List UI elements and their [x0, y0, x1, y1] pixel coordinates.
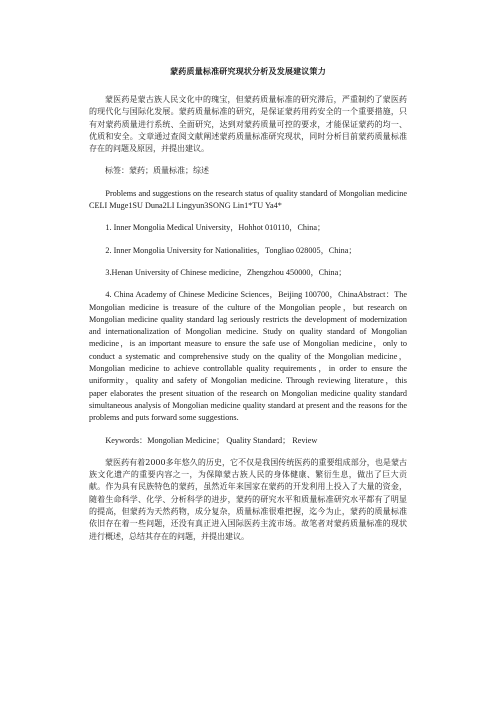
spacer — [89, 235, 407, 245]
keywords-en: Keywords：Mongolian Medicine； Quality Standard； Review — [105, 435, 318, 445]
document-title: 蒙药质量标准研究现状分析及发展建议策力 — [170, 66, 326, 76]
document-page — [89, 66, 407, 543]
affiliation-1: 1. Inner Mongolia Medical University，Hohhot 010110，China； — [105, 223, 326, 233]
spacer — [89, 257, 407, 267]
english-title-authors: Problems and suggestions on the research status of quality standard of Mongolian medicine CELI Muge1SU Duna2LI Lingyun3SONG Lin1*TU Ya4* — [89, 188, 407, 211]
spacer — [89, 279, 407, 289]
abstract-zh: 蒙医药是蒙古族人民文化中的瑰宝，但蒙药质量标准的研究滞后，严重制约了蒙医药的现代化与国际化发展。蒙药质量标准的研究，是保证蒙药用药安全的一个重要措施，只有对蒙药质量进行系统、全面研究，达到对蒙药质量可控的要求，才能保证蒙药的均一、优质和安全。文章通过查阅文献阐述蒙药质量标准研究现状，同时分析目前蒙药质量标准存在的问题及原因，并提出建议。 — [89, 95, 407, 154]
abstract-en: 4. China Academy of Chinese Medicine Sciences，Beijing 100700，ChinaAbstract：The Mongolian medicine is treasure of the culture of the Mongolian people，but research on Mongolian medicine quality standard lag seriously restricts the development of modernization and internationalization of Mongolian medicine. Study on quality standard of Mongolian medicine，is an important measure to ensure the safe use of Mongolian medicine，only to conduct a systematic and comprehensive study on the quality of the Mongolian medicine，Mongolian medicine to achieve controllable quality requirements，in order to ensure the uniformity，quality and safety of Mongolian medicine. Through reviewing literature，this paper elaborates the present situation of the research on Mongolian medicine quality standard simultaneous analysis of Mongolian medicine quality standard at present and the reasons for the problems and puts forward some suggestions. — [89, 290, 407, 423]
spacer — [89, 155, 407, 165]
affiliation-2: 2. Inner Mongolia University for Nationalities，Tongliao 028005，China； — [105, 245, 357, 255]
introduction-zh: 蒙医药有着2000多年悠久的历史，它不仅是我国传统医药的重要组成部分，也是蒙古族文化遗产的重要内容之一，为保障蒙古族人民的身体健康、繁衍生息，做出了巨大贡献。作为具有民族特色的蒙药，虽然近年来国家在蒙药的开发利用上投入了大量的资金，随着生命科学、化学、分析科学的进步，蒙药的研究水平和质量标准研究水平都有了明显的提高，但蒙药为天然药物，成分复杂，质量标准很难把握，迄今为止，蒙药的质量标准依旧存在着一些问题，还没有真正进入国际医药主流市场。故笔者对蒙药质量标准的现状进行概述，总结其存在的问题，并提出建议。 — [89, 457, 407, 541]
keywords-zh: 标签：蒙药；质量标准；综述 — [105, 166, 209, 176]
affiliation-3: 3.Henan University of Chinese medicine，Zhengzhou 450000，China； — [105, 267, 347, 277]
spacer — [89, 212, 407, 222]
spacer — [89, 447, 407, 457]
spacer — [89, 425, 407, 435]
spacer — [89, 178, 407, 188]
